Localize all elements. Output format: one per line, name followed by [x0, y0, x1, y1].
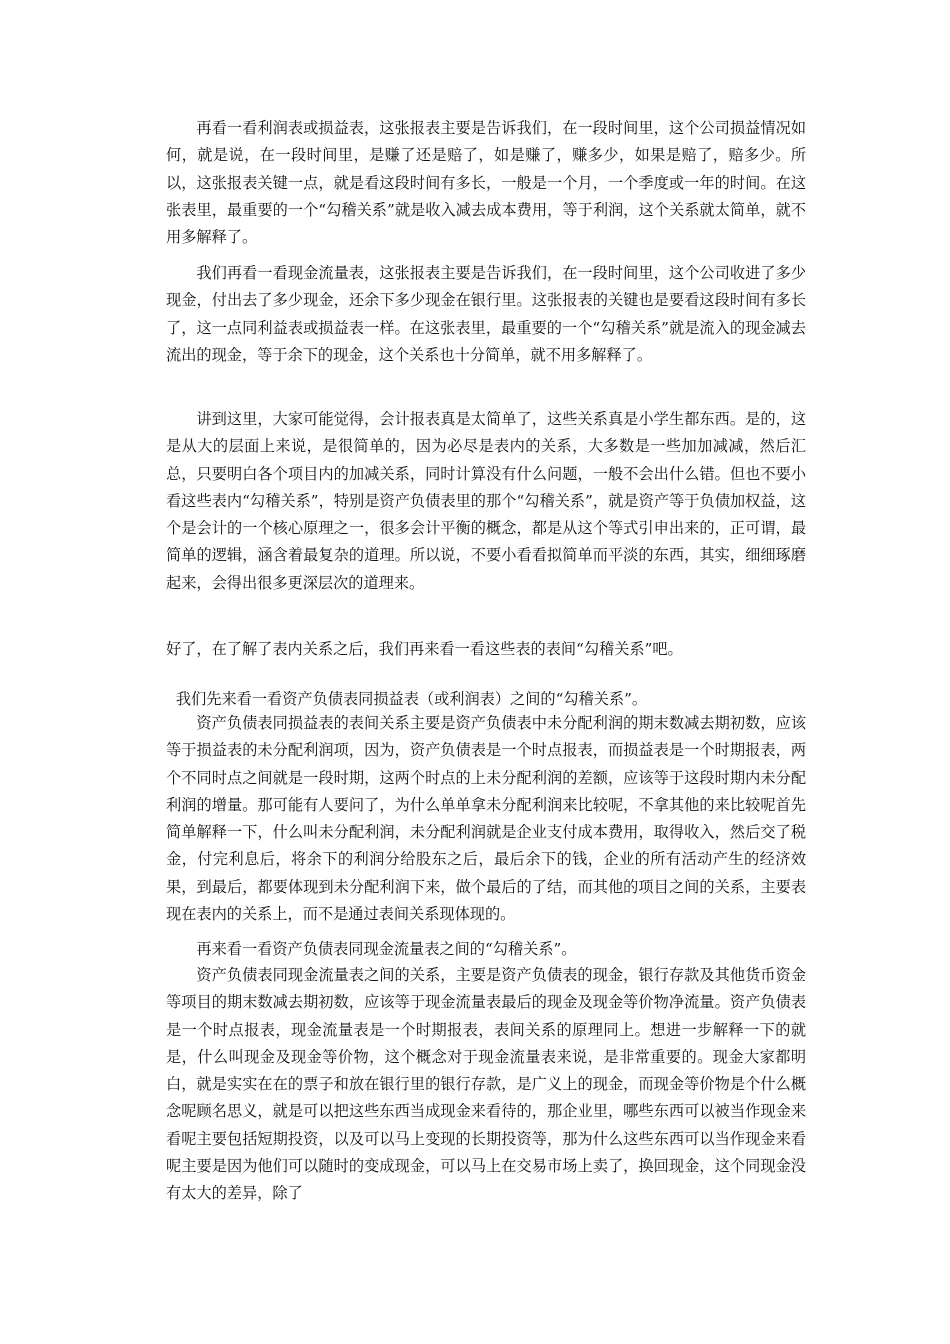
paragraph-cash-flow-statement: 我们再看一看现金流量表，这张报表主要是告诉我们，在一段时间里，这个公司收进了多少现金，付出去了多少现金，还余下多少现金在银行里。这张报表的关键也是要看这段时间有多长了，这一点同利益表或损益表一样。在这张表里，最重要的一个“勾稽关系”就是流入的现金减去流出的现金，等于余下的现金，这个关系也十分简单，就不用多解释了。: [166, 264, 806, 364]
paragraph-balance-income-relation: 资产负债表同损益表的表间关系主要是资产负债表中未分配利润的期末数减去期初数，应该等于损益表的未分配利润项，因为，资产负债表是一个时点报表，而损益表是一个时期报表，两个不同时点之间就是一段时期，这两个时点的上未分配利润的差额，应该等于这段时期内未分配利润的增量。那可能有人要问了，为什么单单拿未分配利润来比较呢，不拿其他的来比较呢首先简单解释一下，什么叫未分配利润，未分配利润就是企业支付成本费用，取得收入，然后交了税金，付完利息后，将余下的利润分给股东之后，最后余下的钱，企业的所有活动产生的经济效果，到最后，都要体现到未分配利润下来，做个最后的了结，而其他的项目之间的关系，主要表现在表内的关系上，而不是通过表间关系现体现的。: [166, 714, 806, 924]
paragraph-heading-balance-cash: 再来看一看资产负债表同现金流量表之间的“勾稽关系”。: [196, 940, 577, 958]
paragraph-heading-balance-income: 我们先来看一看资产负债表同损益表（或利润表）之间的“勾稽关系”。: [175, 690, 648, 708]
paragraph-transition: 好了，在了解了表内关系之后，我们再来看一看这些表的表间“勾稽关系”吧。: [166, 640, 683, 658]
paragraph-simplicity-discussion: 讲到这里，大家可能觉得，会计报表真是太简单了，这些关系真是小学生都东西。是的，这是从大的层面上来说，是很简单的，因为必尽是表内的关系，大多数是一些加加减减，然后汇总，只要明白各个项目内的加减关系，同时计算没有什么问题，一般不会出什么错。但也不要小看这些表内“勾稽关系”，特别是资产负债表里的那个“勾稽关系”，就是资产等于负债加权益，这个是会计的一个核心原理之一，很多会计平衡的概念，都是从这个等式引申出来的，正可谓，最简单的逻辑，涵含着最复杂的道理。所以说，不要小看看拟简单而平淡的东西，其实，细细琢磨起来，会得出很多更深层次的道理来。: [166, 410, 806, 592]
paragraph-income-statement: 再看一看利润表或损益表，这张报表主要是告诉我们，在一段时间里，这个公司损益情况如何，就是说，在一段时间里，是赚了还是赔了，如是赚了，赚多少，如果是赔了，赔多少。所以，这张报表关键一点，就是看这段时间有多长，一般是一个月，一个季度或一年的时间。在这张表里，最重要的一个“勾稽关系”就是收入减去成本费用，等于利润，这个关系就太简单，就不用多解释了。: [166, 119, 806, 247]
paragraph-balance-cash-relation: 资产负债表同现金流量表之间的关系，主要是资产负债表的现金，银行存款及其他货币资金等项目的期末数减去期初数，应该等于现金流量表最后的现金及现金等价物净流量。资产负债表是一个时点报表，现金流量表是一个时期报表，表间关系的原理同上。想进一步解释一下的就是，什么叫现金及现金等价物，这个概念对于现金流量表来说，是非常重要的。现金大家都明白，就是实实在在的票子和放在银行里的银行存款，是广义上的现金，而现金等价物是个什么概念呢顾名思义，就是可以把这些东西当成现金来看待的，那企业里，哪些东西可以被当作现金来看呢主要包括短期投资，以及可以马上变现的长期投资等，那为什么这些东西可以当作现金来看呢主要是因为他们可以随时的变成现金，可以马上在交易市场上卖了，换回现金，这个同现金没有太大的差异，除了: [166, 966, 806, 1203]
